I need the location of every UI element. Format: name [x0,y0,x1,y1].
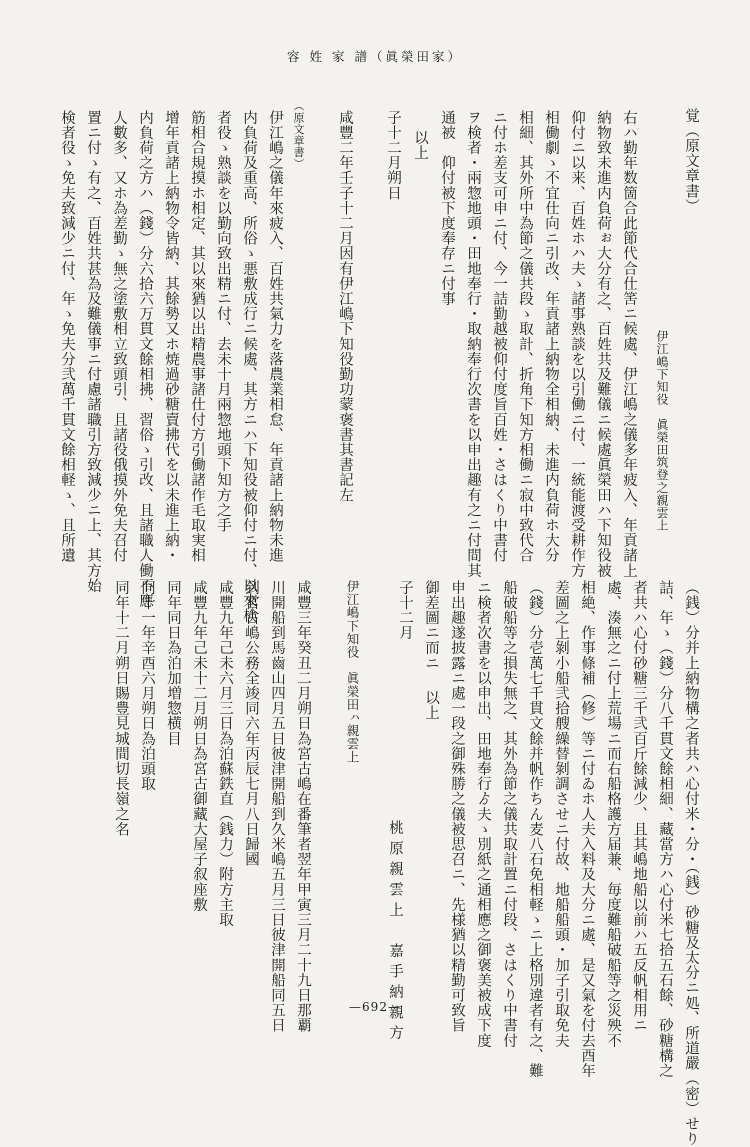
lower-column: 以上 [423,690,439,721]
upper-column: 筋相合規摸ホ相定、其以來猶以出精農事諸仕付方引働諸作毛取実相 [189,110,205,563]
upper-column: 置ニ付ゝ有之、百姓共甚為及難儀事ニ付慮諸職引方致減少ニ上、其方始 [85,110,101,594]
upper-column: （原文章書） [292,100,305,170]
upper-column: 相細、其外所中為節之儀共段ゝ取計、折角下知方相働ニ寂中致代合 [517,110,533,563]
lower-column: 詰、年ゝ（錢）分八千貫文餘相細、藏當方ハ心付米七拾五石餘、砂糖構之 [657,580,673,1079]
page-number: —692— [349,1000,401,1014]
lower-column: 同年同日為泊加増惣横目 [165,580,181,747]
lower-column: 伊江嶋下知役 眞榮田ㇵ親雲上 [345,580,360,764]
lower-column: 者共ハ心付砂糖三千弐百斤餘減少、且其嶋地船以前ハ五反帆相用ニ [631,580,647,1033]
upper-column: 以上 [412,130,428,161]
upper-column: 検者役ゝ免夫致減少ニ付、年ゝ免夫分弐萬千貫文餘相軽ゝ、且所遺 [59,110,75,563]
lower-column: 同年十二月朔日賜豊見城間切長嶺之名 [113,580,129,837]
lower-column: （銭）分并上納物構之者共ハ心付米・分・（銭）砂糖及太分ニ処、所道嚴（密）せり [683,580,699,1147]
lower-column: 處、湊無之ニ付上荒場ニ而右船格護方届兼、毎度難船破船等之災殃不 [605,580,621,1049]
lower-column: 咸豐三年癸丑二月朔日為宮古嶋在番筆者翌年甲寅三月二十九日那覇 [295,580,311,1033]
lower-column: 船破船等之損失無之、其外為節之儀共取計置ニ付段、さはくり中書付 [501,580,517,1049]
upper-column: 伊江嶋下知役 眞榮田筑登之親雲上 [655,330,669,532]
lower-column: 到宮古嶋公務全竣同六年丙辰七月八日歸國 [243,580,259,867]
lower-column: 子十二月 [397,580,413,641]
upper-column: 通被 仰付被下度奉存ニ付事 [439,110,455,307]
upper-column: 相働劇ゝ不宜仕向ニ引改、年貢諸上納物全相納、未進内負荷ホ大分 [543,110,559,563]
upper-column: 内負荷之方ハ（錢）分六拾六万貫文餘相拂、習俗ゝ引改、且諸職人働不應 [137,110,153,609]
lower-column: 差圖之上剝小船弐拾艘繰替剝調させニ付故、地船船頭・加子引取免夫 [553,580,569,1049]
lower-column: 相絶、作事條補（修）等ニ付ゐホ人夫入料及大分ニ處、是又氣を付去酉年 [579,580,595,1079]
upper-column: ヲ検者・兩惣地頭・田地奉行・取納奉行次書を以申出趣有之ニ付間其 [465,110,481,579]
lower-column: ニ検者次書を以申出、田地奉行ゟ夫ゝ別紙之通相應之御褒美被成下度 [475,580,491,1049]
upper-column: 伊江嶋之儀年來疲入、百姓共氣力を落農業相怠、年貢諸上納物未進 [267,110,283,563]
upper-column: 納物致未進内負荷ぉ大分有之、百姓共及難儀ニ候處眞榮田ハ下知役被 [595,110,611,579]
upper-column: 增年貢諸上納物令皆納、其餘勢又ホ焼過砂糖賣拂代を以未進上納・ [163,110,179,563]
lower-column: 御差圖ニ而ニ [423,580,439,671]
upper-column: 覚（原文章書） [683,108,699,214]
upper-column: 子十二月朔日 [385,110,401,201]
lower-column: 桃原親雲上 嘉手納親方 [387,820,403,1046]
upper-column: 右ハ勤年数箇合此節代合仕筈ニ候處、伊江嶋之儀多年疲入、年貢諸上 [621,110,637,579]
upper-column: 咸豐二年壬子十二月因有伊江嶋下知役勤功蒙褒書其書記左 [337,110,353,503]
lower-column: 川開船到馬齒山四月五日彼津開船到久米嶋五月三日彼津開船同五日 [269,580,285,1033]
lower-column: 咸豐九年己未十二月朔日為宮古御藏大屋子叙座敷 [191,580,207,913]
upper-column: ニ付ホ差支可申ニ付、今一詰勤越被仰付度旨百姓・さはくり中書付 [491,110,507,563]
lower-column: 申出趣遂披露ニ處一段之御殊勝之儀被思召ニ、先様猶以精勤可致旨 [449,580,465,1033]
lower-column: 同十一年辛酉六月朔日為泊頭取 [139,580,155,792]
upper-column: 人數多、又ホ為差勤ゝ無之塗敷相立致頭引、且諸役俄摸外免夫召付 [111,110,127,563]
upper-column: 内負荷及重高、所俗ゝ悪敷成行ニ候處、其方ニハ下知役被仰付ニ付、以來検 [241,110,257,624]
page-header: 容 姓 家 譜（眞榮田家） [287,49,463,64]
upper-column: 者役ゝ熟談を以勤向致出精ニ付、去未十月兩惣地頭下知方之手 [215,110,231,533]
lower-column: （錢）分壱萬七千貫文餘并帆作ちん麦八石免相軽ゝニ上格別違者有之、難 [527,580,543,1079]
upper-column: 仰付ニ以来、百姓ホハ夫ゝ諸事熟談を以引働ニ付、一統能渡受耕作方 [569,110,585,579]
lower-column: 咸豐九年己未六月三日為泊蘇鉄直（銭力）附方主取 [217,580,233,928]
